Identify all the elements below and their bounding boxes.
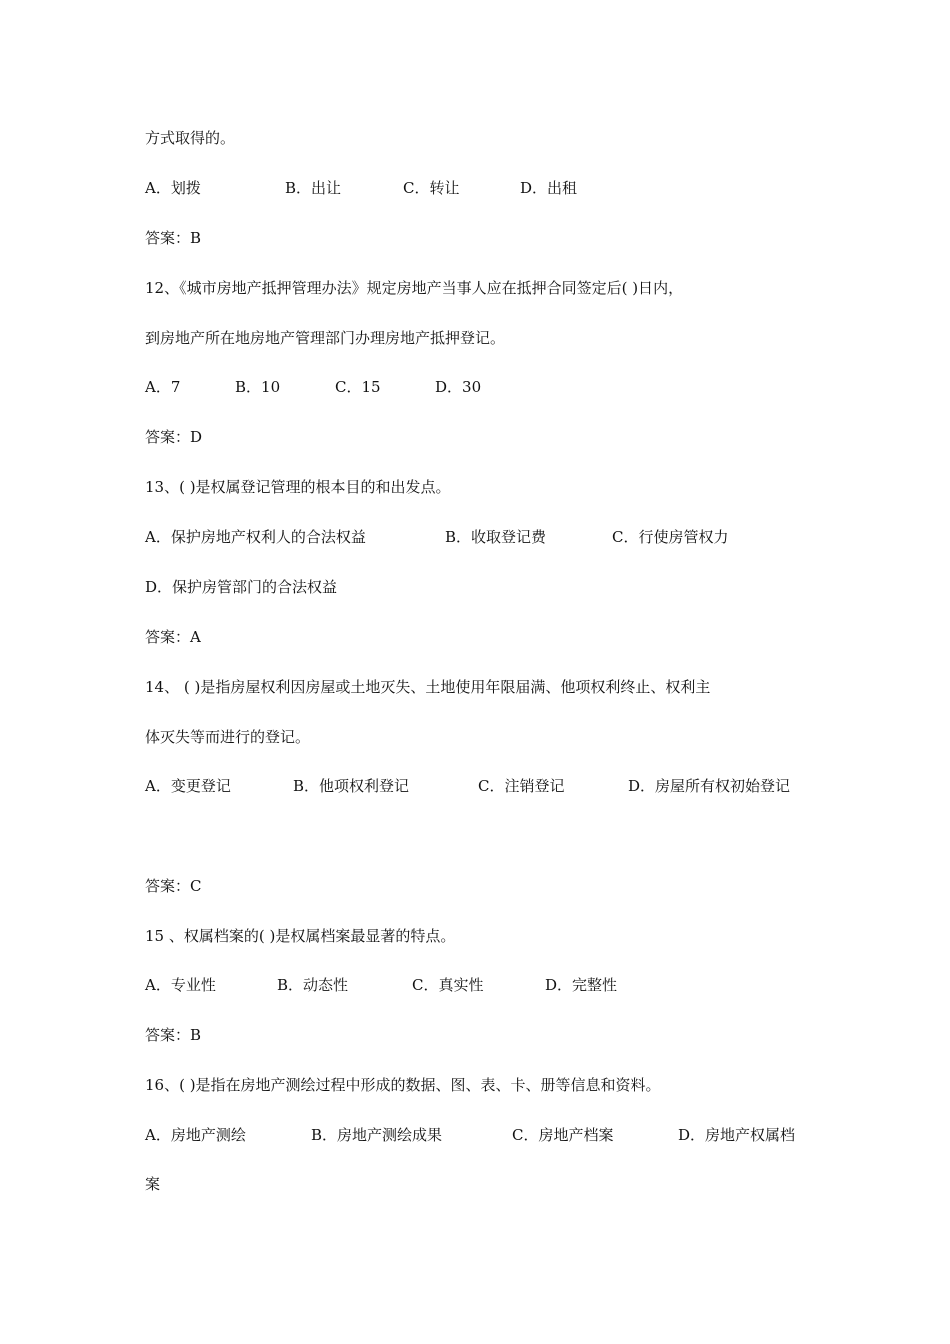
q12-answer: 答案：D — [145, 428, 203, 446]
q13-answer: 答案：A — [145, 628, 201, 646]
q14-option-d: D．房屋所有权初始登记 — [628, 777, 791, 795]
q12-stem-line2: 到房地产所在地房地产管理部门办理房地产抵押登记。 — [145, 329, 506, 347]
q14-option-b: B．他项权利登记 — [293, 777, 410, 795]
q16-option-c: C．房地产档案 — [512, 1126, 614, 1144]
q11-option-b: B．出让 — [285, 179, 342, 197]
q13-option-c: C．行使房管权力 — [612, 528, 729, 546]
q14-stem-line2: 体灭失等而进行的登记。 — [145, 728, 311, 746]
q13-option-b: B．收取登记费 — [445, 528, 547, 546]
q13-stem: 13、( )是权属登记管理的根本目的和出发点。 — [145, 478, 451, 496]
q11-continuation: 方式取得的。 — [145, 129, 236, 147]
q12-stem-line1: 12、《城市房地产抵押管理办法》规定房地产当事人应在抵押合同签定后( )日内， — [145, 279, 684, 297]
q16-stem: 16、( )是指在房地产测绘过程中形成的数据、图、表、卡、册等信息和资料。 — [145, 1076, 661, 1094]
q13-option-d: D．保护房管部门的合法权益 — [145, 578, 338, 596]
q15-stem: 15 、权属档案的( )是权属档案最显著的特点。 — [145, 927, 456, 945]
q12-option-c: C．15 — [335, 378, 381, 396]
q16-option-b: B．房地产测绘成果 — [311, 1126, 443, 1144]
q15-option-c: C．真实性 — [412, 976, 484, 994]
q14-answer: 答案：C — [145, 877, 202, 895]
q14-stem-line1: 14、 ( )是指房屋权利因房屋或土地灭失、土地使用年限届满、他项权利终止、权利主 — [145, 678, 711, 696]
q16-continuation: 案 — [145, 1175, 161, 1193]
q11-option-a: A．划拨 — [145, 179, 201, 197]
q11-option-d: D．出租 — [520, 179, 578, 197]
q15-option-b: B．动态性 — [277, 976, 349, 994]
q12-option-d: D．30 — [435, 378, 482, 396]
q13-option-a: A．保护房地产权利人的合法权益 — [145, 528, 366, 546]
q12-option-a: A．7 — [145, 378, 181, 396]
q16-option-a: A．房地产测绘 — [145, 1126, 246, 1144]
q15-answer: 答案：B — [145, 1026, 202, 1044]
q11-answer: 答案：B — [145, 229, 202, 247]
q15-option-d: D．完整性 — [545, 976, 618, 994]
q15-option-a: A．专业性 — [145, 976, 216, 994]
q14-option-a: A．变更登记 — [145, 777, 231, 795]
q16-option-d: D．房地产权属档 — [678, 1126, 796, 1144]
q14-option-c: C．注销登记 — [478, 777, 565, 795]
q11-option-c: C．转让 — [403, 179, 460, 197]
q12-option-b: B．10 — [235, 378, 281, 396]
